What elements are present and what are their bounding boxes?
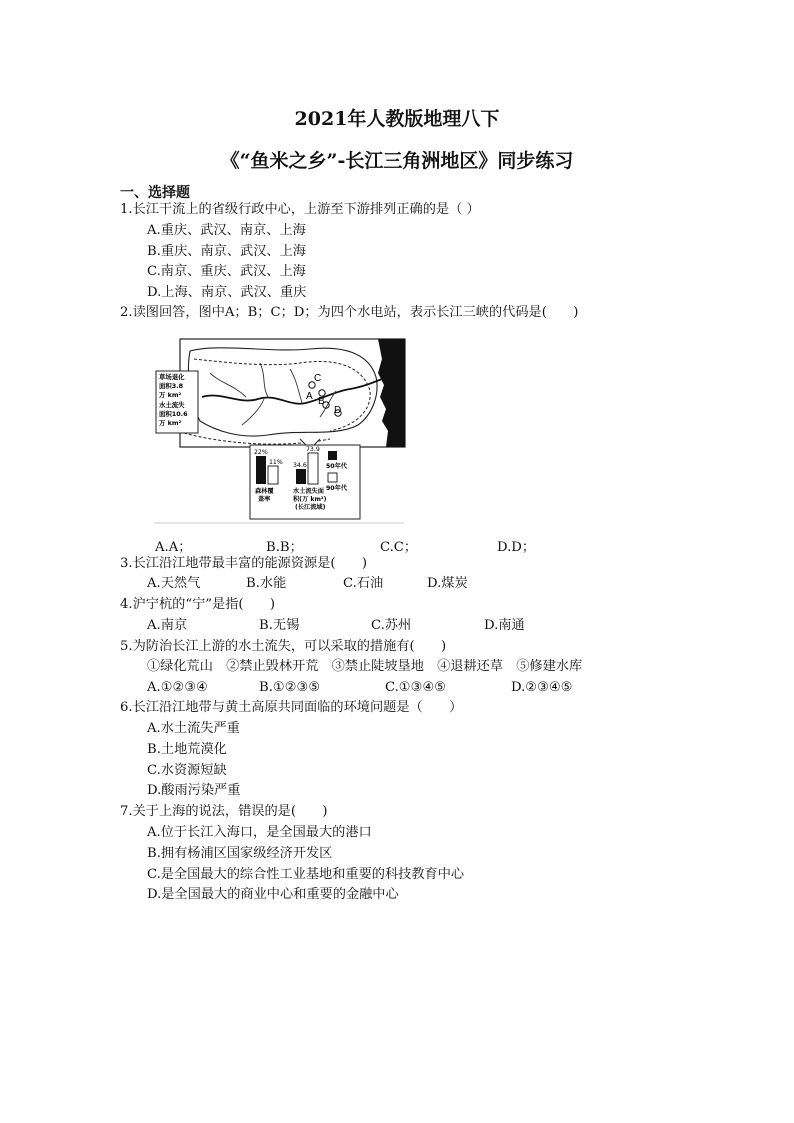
question-1-option-b: B.重庆、南京、武汉、上海 — [147, 244, 306, 259]
section-heading: 一、选择题 — [120, 185, 190, 201]
forest-label-line2: 盖率 — [258, 496, 271, 503]
question-3-option-a: A.天然气 — [147, 576, 201, 591]
question-5-option-b: B.①②③⑤ — [259, 680, 321, 695]
erosion-label-line1: 水土流失面 — [293, 488, 324, 495]
question-7-stem: 7.关于上海的说法，错误的是( ) — [120, 804, 328, 819]
grassland-degradation-label: 草场退化 — [159, 373, 185, 381]
question-5-option-d: D.②③④⑤ — [511, 680, 573, 695]
question-7-option-a: A.位于长江入海口，是全国最大的港口 — [147, 825, 372, 840]
station-a-label: A — [306, 391, 313, 402]
station-b-label: B — [318, 396, 325, 407]
question-6-option-c: C.水资源短缺 — [147, 763, 227, 778]
question-6-option-d: D.酸雨污染严重 — [147, 783, 241, 798]
question-4-stem: 4.沪宁杭的“宁”是指( ) — [120, 597, 276, 612]
erosion-label-line2: 积(万 km²) — [293, 496, 327, 503]
legend-90s: 90年代 — [326, 485, 347, 492]
soil-erosion-area: 面积10.6 — [159, 410, 188, 418]
question-2-stem: 2.读图回答，图中A；B；C；D；为四个水电站，表示长江三峡的代码是( ) — [120, 305, 579, 320]
question-2-option-d: D.D； — [497, 540, 536, 555]
question-4-option-d: D.南通 — [484, 618, 525, 633]
grassland-degradation-area: 面积3.8 — [159, 382, 184, 390]
question-6-stem: 6.长江沿江地带与黄土高原共同面临的环境问题是（ ） — [120, 700, 463, 715]
question-1-stem: 1.长江干流上的省级行政中心，上游至下游排列正确的是（ ） — [120, 202, 480, 217]
question-1-option-a: A.重庆、武汉、南京、上海 — [147, 223, 306, 238]
question-7-option-c: C.是全国最大的综合性工业基地和重要的科技教育中心 — [147, 867, 465, 882]
document-title: 2021年人教版地理八下 — [294, 108, 500, 130]
question-2-option-b: B.B； — [266, 540, 303, 555]
erosion-label-line3: (长江流域) — [295, 504, 326, 511]
soil-erosion-unit: 万 km² — [159, 419, 182, 427]
question-3-option-b: B.水能 — [246, 576, 287, 591]
question-3-option-d: D.煤炭 — [427, 576, 468, 591]
forest-value-90s: 11% — [269, 459, 283, 466]
erosion-value-50s: 34.6 — [293, 462, 307, 469]
question-5-option-a: A.①②③④ — [147, 680, 209, 695]
question-7-option-d: D.是全国最大的商业中心和重要的金融中心 — [147, 887, 399, 902]
question-3-stem: 3.长江沿江地带最丰富的能源资源是( ) — [120, 556, 368, 571]
question-4-option-a: A.南京 — [147, 618, 188, 633]
soil-erosion-label: 水土流失 — [159, 401, 185, 409]
document-subtitle: 《“鱼米之乡”-长江三角洲地区》同步练习 — [220, 150, 574, 172]
question-3-option-c: C.石油 — [343, 576, 384, 591]
question-5-option-c: C.①③④⑤ — [385, 680, 447, 695]
grassland-degradation-unit: 万 km² — [159, 391, 182, 399]
question-6-option-b: B.土地荒漠化 — [147, 742, 227, 757]
question-4-option-b: B.无锡 — [259, 618, 300, 633]
legend-50s: 50年代 — [326, 463, 347, 470]
question-2-option-a: A.A； — [155, 540, 192, 555]
erosion-value-90s: 73.9 — [306, 446, 320, 453]
yangtze-river-map-figure — [150, 333, 406, 525]
question-5-stem: 5.为防治长江上游的水土流失，可以采取的措施有( ) — [120, 639, 447, 654]
question-4-option-c: C.苏州 — [371, 618, 412, 633]
question-2-option-c: C.C； — [380, 540, 418, 555]
question-5-measures: ①绿化荒山 ②禁止毁林开荒 ③禁止陡坡垦地 ④退耕还草 ⑤修建水库 — [147, 659, 583, 674]
question-1-option-c: C.南京、重庆、武汉、上海 — [147, 264, 306, 279]
forest-label-line1: 森林覆 — [255, 488, 274, 495]
station-d-label: D — [334, 405, 342, 416]
question-1-option-d: D.上海、南京、武汉、重庆 — [147, 285, 307, 300]
station-c-label: C — [314, 373, 322, 384]
question-6-option-a: A.水土流失严重 — [147, 721, 240, 736]
question-7-option-b: B.拥有杨浦区国家级经济开发区 — [147, 846, 333, 861]
forest-value-50s: 22% — [254, 449, 268, 456]
